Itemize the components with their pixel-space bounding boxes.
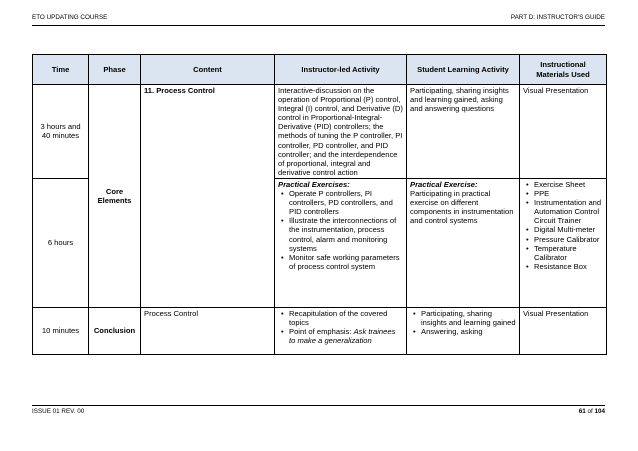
list-item: • Participating, sharing insights and learning gained	[421, 309, 516, 327]
list-item	[289, 327, 403, 345]
lesson-plan-table	[32, 54, 607, 355]
page-total: 104	[594, 408, 605, 415]
page-current: 61	[578, 408, 586, 415]
col-header-content: Content	[141, 55, 275, 85]
materials-cell: Visual Presentation	[520, 85, 607, 179]
issue-revision: ISSUE 01 REV. 00	[32, 408, 85, 415]
list-item: • Answering, asking	[421, 327, 516, 336]
student-activity-cell: Participating, sharing insights and learning gained, asking and answering questions	[407, 85, 520, 179]
time-cell: 6 hours	[33, 178, 89, 307]
practical-exercise-heading: Practical Exercise:	[410, 179, 478, 189]
content-cell: Process Control	[141, 307, 275, 354]
table-row	[33, 307, 607, 354]
list-item: • Pressure Calibrator	[534, 235, 603, 244]
instructor-activity-cell	[275, 178, 407, 307]
page-number	[579, 406, 605, 418]
list-item: • Operate P controllers, PI controllers, PD controllers, and PID controllers	[289, 189, 403, 216]
course-title: ETO UPDATING COURSE	[32, 14, 108, 21]
list-item: • Digital Multi-meter	[534, 225, 603, 234]
phase-cell: Conclusion	[89, 307, 141, 354]
phase-cell: Core Elements	[89, 85, 141, 308]
practical-exercises-heading: Practical Exercises:	[278, 179, 350, 189]
materials-cell: Visual Presentation	[520, 307, 607, 354]
instructor-activity-cell	[275, 307, 407, 354]
materials-bullet-list	[523, 180, 603, 271]
emphasis-text: Ask trainees to make a generalization	[289, 327, 396, 346]
student-activity-cell	[407, 178, 520, 307]
part-title: PART D: INSTRUCTOR'S GUIDE	[510, 14, 605, 21]
time-cell: 10 minutes	[33, 307, 89, 354]
time-cell: 3 hours and 40 minutes	[33, 85, 89, 179]
list-item: • Monitor safe working parameters of process control system	[289, 253, 403, 271]
emphasis-label: Point of emphasis:	[289, 327, 354, 337]
col-header-instructor-activity: Instructor-led Activity	[275, 55, 407, 85]
list-item: • Illustrate the interconnections of the instrumentation, process control, alarm and monitoring systems	[289, 216, 403, 252]
content-cell: 11. Process Control	[141, 85, 275, 308]
page-header	[32, 13, 605, 26]
page-of: of	[587, 408, 593, 415]
page-footer	[32, 405, 605, 418]
list-item: • Resistance Box	[534, 262, 603, 271]
list-item: • Instrumentation and Automation Control Circuit Trainer	[534, 198, 603, 225]
list-item: • Temperature Calibrator	[534, 244, 603, 262]
col-header-time: Time	[33, 55, 89, 85]
student-activity-text: Participating in practical exercise on different components in instrumentation and control systems	[410, 189, 514, 226]
instructor-bullet-list	[278, 189, 403, 271]
materials-cell	[520, 178, 607, 307]
col-header-student-activity: Student Learning Activity	[407, 55, 520, 85]
student-bullet-list	[410, 309, 516, 336]
instructor-bullet-list	[278, 309, 403, 345]
col-header-phase: Phase	[89, 55, 141, 85]
instructor-activity-cell: Interactive-discussion on the operation of Proportional (P) control, Integral (I) control, and Derivative (D) control in Proportional-Integral-Derivative (PID) controllers; the methods of tuning the P controller, PI controller, PD controller, and PID controller; and the interdependence of proportional, integral and derivative control action	[275, 85, 407, 179]
list-item: • Exercise Sheet	[534, 180, 603, 189]
list-item: • Recapitulation of the covered topics	[289, 309, 403, 327]
student-activity-cell	[407, 307, 520, 354]
col-header-materials: Instructional Materials Used	[520, 55, 607, 85]
list-item: • PPE	[534, 189, 603, 198]
table-header-row	[33, 55, 607, 85]
table-row	[33, 85, 607, 179]
